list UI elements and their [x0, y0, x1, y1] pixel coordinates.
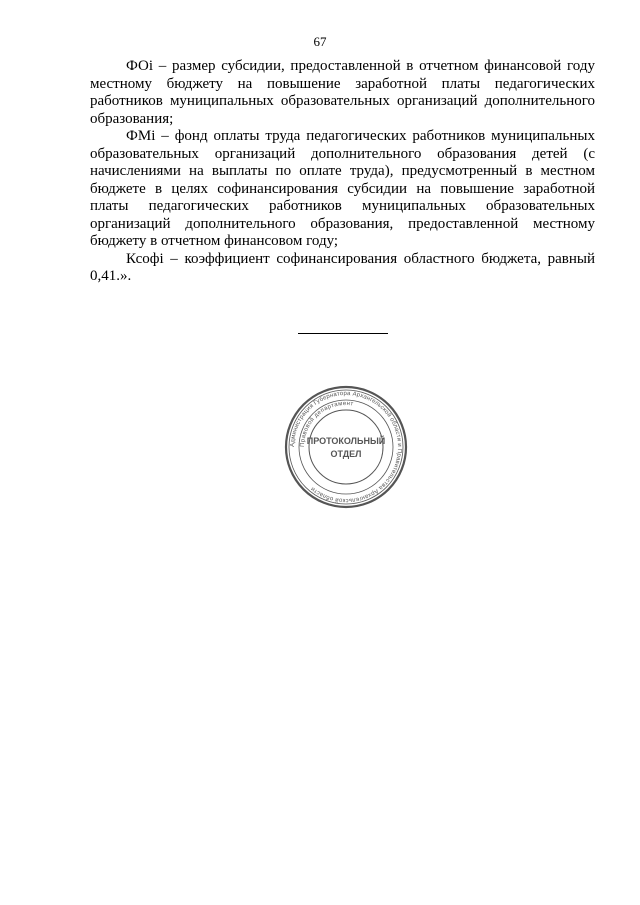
paragraph-ksofi-definition: Ксофi – коэффициент софинансирования областного бюджета, равный 0,41.».: [90, 250, 595, 284]
protocol-department-stamp: [283, 384, 409, 510]
stamp-center-line-1: ПРОТОКОЛЬНЫЙ: [306, 436, 386, 446]
stamp-center-line-2: ОТДЕЛ: [330, 449, 362, 459]
stamp-inner-ring-text: Правовой департамент: [299, 400, 354, 448]
document-body: [90, 58, 595, 286]
page-number: 67: [313, 34, 327, 49]
stamp-seal-icon: [283, 384, 409, 510]
svg-text:Администрация Губернатора Арха: [290, 391, 402, 503]
paragraph-foi-definition: ФОi – размер субсидии, предоставленной в отчетном финансовой году местному бюджету на повышение заработной платы педагогических работников муниципальных образовательных организаций дополнительного образования;: [90, 58, 595, 127]
stamp-outer-ring-text: Администрация Губернатора Архангельской области и Правительства Архангельской области: [289, 390, 403, 504]
paragraph-fmi-definition: ФМi – фонд оплаты труда педагогических работников муниципальных образовательных организаций дополнительного образования детей (с начислениями на выплаты по оплате труда), предусмотренный в местном бюджете в целях софинансирования субсидии на повышение заработной платы педагогических работников муниципальных образовательных организаций дополнительного образования, предоставленной местному бюджету в отчетном финансовом году;: [90, 128, 595, 249]
separator-line: [298, 333, 388, 334]
